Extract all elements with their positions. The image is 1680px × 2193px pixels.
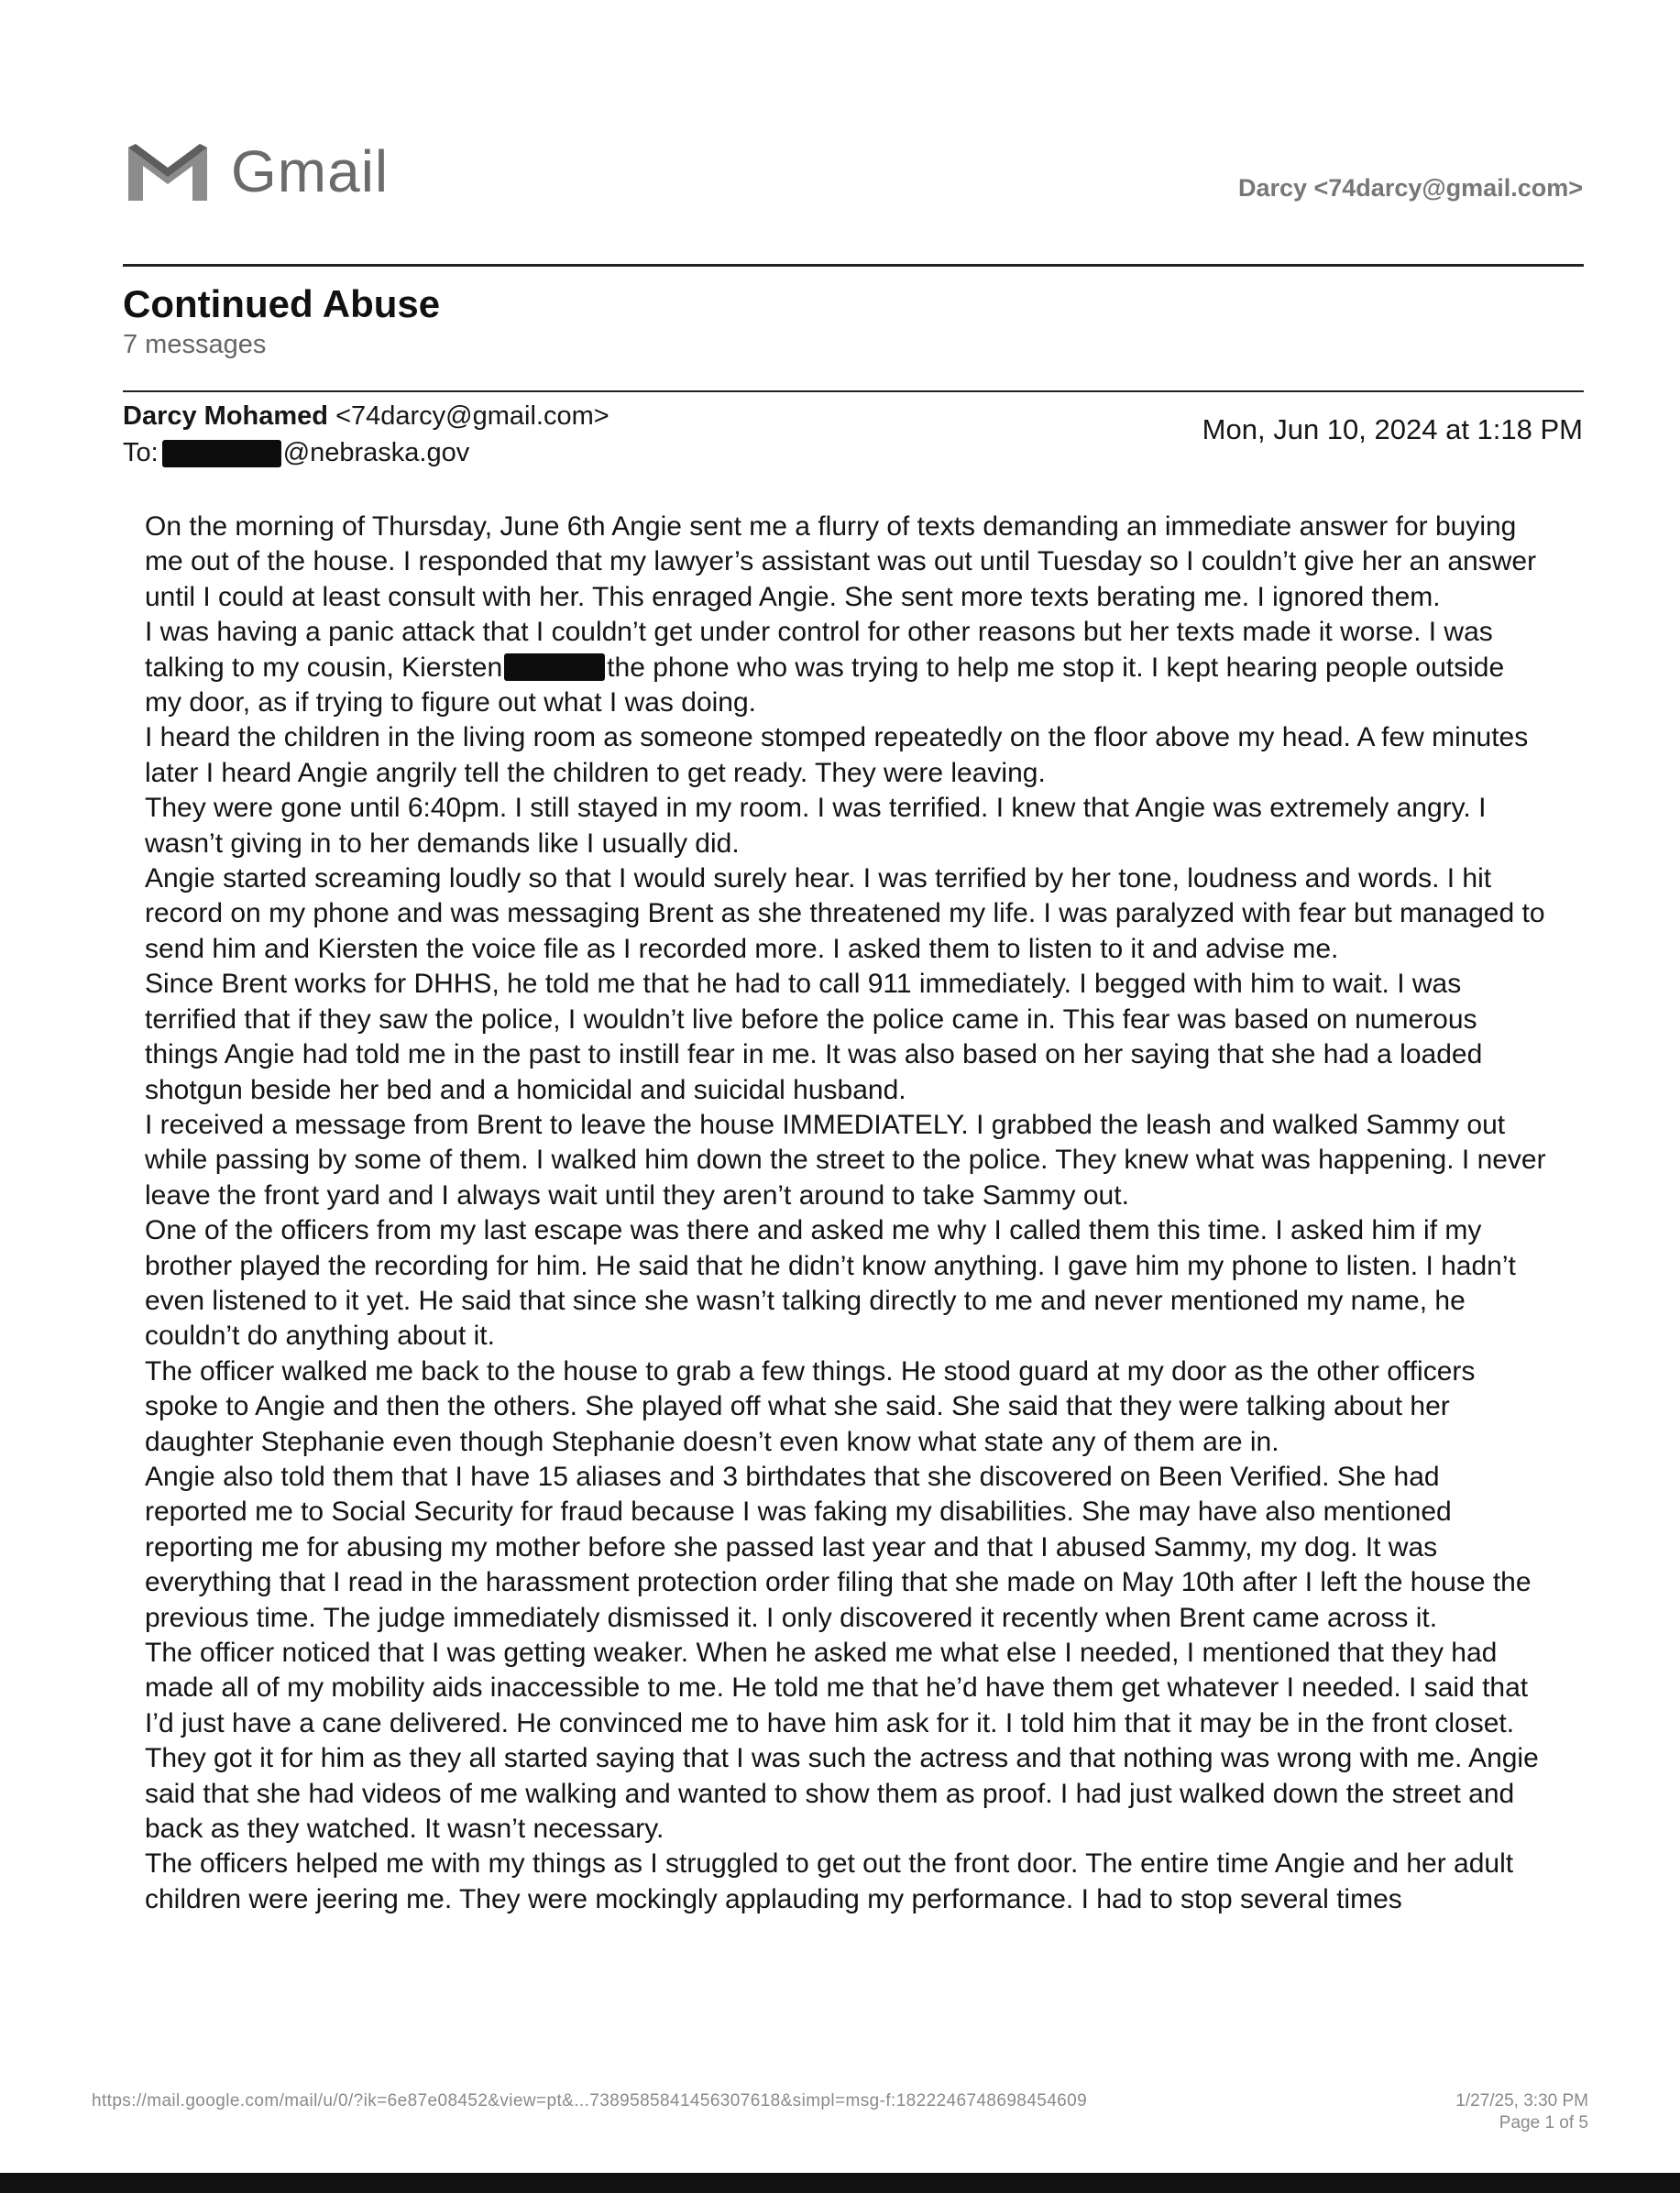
gmail-wordmark: Gmail bbox=[231, 138, 390, 204]
body-paragraph: The officer noticed that I was getting weaker. When he asked me what else I needed, I mentioned that they had made all of my mobility aids inaccessible to me. He told me that he’d have them get whatever I needed. I said that I’d just have a cane delivered. He convinced me to have him ask for it. I told him that it may be in the front closet. bbox=[145, 1638, 1529, 1738]
print-timestamp: 1/27/25, 3:30 PM bbox=[1455, 2091, 1588, 2111]
body-paragraph: I received a message from Brent to leave the house IMMEDIATELY. I grabbed the leash and walked Sammy out while passing by some of them. I walked him down the street to the police. They knew what was happening. I never leave the front yard and I always wait until they aren’t around to take Sammy out. bbox=[145, 1109, 1546, 1211]
body-paragraph: They were gone until 6:40pm. I still stayed in my room. I was terrified. I knew that Angie was extremely angry. I wasn’t giving in to her demands like I usually did. bbox=[145, 793, 1487, 859]
thread-divider bbox=[123, 390, 1584, 392]
body-paragraph: Angie started screaming loudly so that I would surely hear. I was terrified by her tone, loudness and words. I hit record on my phone and was messaging Brent as she threatened my life. I was paralyzed with fear but managed to send him and Kiersten the voice file as I recorded more. I asked them to listen to it and advise me. bbox=[145, 863, 1545, 964]
redaction-bar bbox=[504, 653, 605, 681]
print-url: https://mail.google.com/mail/u/0/?ik=6e87e08452&view=pt&...7389585841456307618&simpl=msg-f:1822246748698454609 bbox=[92, 2091, 1088, 2111]
message-count: 7 messages bbox=[123, 330, 267, 359]
to-label: To: bbox=[123, 438, 159, 467]
body-paragraph: I heard the children in the living room as someone stomped repeatedly on the floor above my head. A few minutes later I heard Angie angrily tell the children to get ready. They were leaving. bbox=[145, 722, 1529, 788]
body-paragraph: The officer walked me back to the house to grab a few things. He stood guard at my door as the other officers spoke to Angie and then the others. She played off what she said. She said that they were talking about her daughter Stephanie even though Stephanie doesn’t even know what state any of them are in. bbox=[145, 1355, 1476, 1457]
redaction-bar bbox=[162, 440, 281, 467]
sender-email: <74darcy@gmail.com> bbox=[335, 401, 609, 431]
account-address: Darcy <74darcy@gmail.com> bbox=[1237, 174, 1583, 202]
page-number: Page 1 of 5 bbox=[1499, 2113, 1588, 2133]
body-text-segment: the phone who was trying to help me stop it. I kept hearing people outside my door, as if trying to figure out what I was doing. bbox=[145, 652, 1505, 718]
scan-edge bbox=[0, 2173, 1680, 2193]
message-body bbox=[145, 510, 1547, 1917]
sender-line bbox=[123, 401, 609, 432]
gmail-logo bbox=[125, 137, 389, 205]
body-paragraph: On the morning of Thursday, June 6th Angie sent me a flurry of texts demanding an immediate answer for buying me out of the house. I responded that my lawyer’s assistant was out until Tuesday so I couldn’t give her an answer until I could at least consult with her. This enraged Angie. She sent more texts berating me. I ignored them. bbox=[145, 511, 1537, 612]
body-paragraph bbox=[145, 615, 1547, 720]
gmail-m-icon bbox=[125, 140, 211, 203]
body-paragraph: Angie also told them that I have 15 aliases and 3 birthdates that she discovered on Been Verified. She had reported me to Social Security for fraud because I was faking my disabilities. She may have also mentioned reporting me for abusing my mother before she passed last year and that I abused Sammy, my dog. It was everything that I read in the harassment protection order filing that she made on May 10th after I left the house the previous time. The judge immediately dismissed it. I only discovered it recently when Brent came across it. bbox=[145, 1461, 1532, 1633]
sender-name: Darcy Mohamed bbox=[123, 401, 329, 431]
message-date: Mon, Jun 10, 2024 at 1:18 PM bbox=[1202, 413, 1583, 445]
body-paragraph: One of the officers from my last escape was there and asked me why I called them this time. I asked him if my brother played the recording for him. He said that he didn’t know anything. I gave him my phone to listen. I hadn’t even listened to it yet. He said that since she wasn’t talking directly to me and never mentioned my name, he couldn’t do anything about it. bbox=[145, 1215, 1516, 1352]
body-paragraph: The officers helped me with my things as I struggled to get out the front door. The entire time Angie and her adult children were jeering me. They were mockingly applauding my performance. I had to stop several times bbox=[145, 1848, 1514, 1914]
header-divider bbox=[123, 264, 1584, 267]
body-paragraph: They got it for him as they all started saying that I was such the actress and that nothing was wrong with me. Angie said that she had videos of me walking and wanted to show them as proof. I had just walked down the street and back as they watched. It wasn’t necessary. bbox=[145, 1743, 1539, 1845]
recipient-line bbox=[123, 438, 469, 468]
recipient-domain: @nebraska.gov bbox=[282, 438, 470, 467]
body-paragraph: Since Brent works for DHHS, he told me that he had to call 911 immediately. I begged with him to wait. I was terrified that if they saw the police, I wouldn’t live before the police came in. This fear was based on numerous things Angie had told me in the past to instill fear in me. It was also based on her saying that she had a loaded shotgun beside her bed and a homicidal and suicidal husband. bbox=[145, 969, 1483, 1105]
thread-subject: Continued Abuse bbox=[123, 282, 441, 325]
body-text-segment: I was having a panic attack that I couldn’t get under control for other reasons but her texts made it worse. I was talking to my cousin, Kiersten bbox=[145, 617, 1493, 683]
